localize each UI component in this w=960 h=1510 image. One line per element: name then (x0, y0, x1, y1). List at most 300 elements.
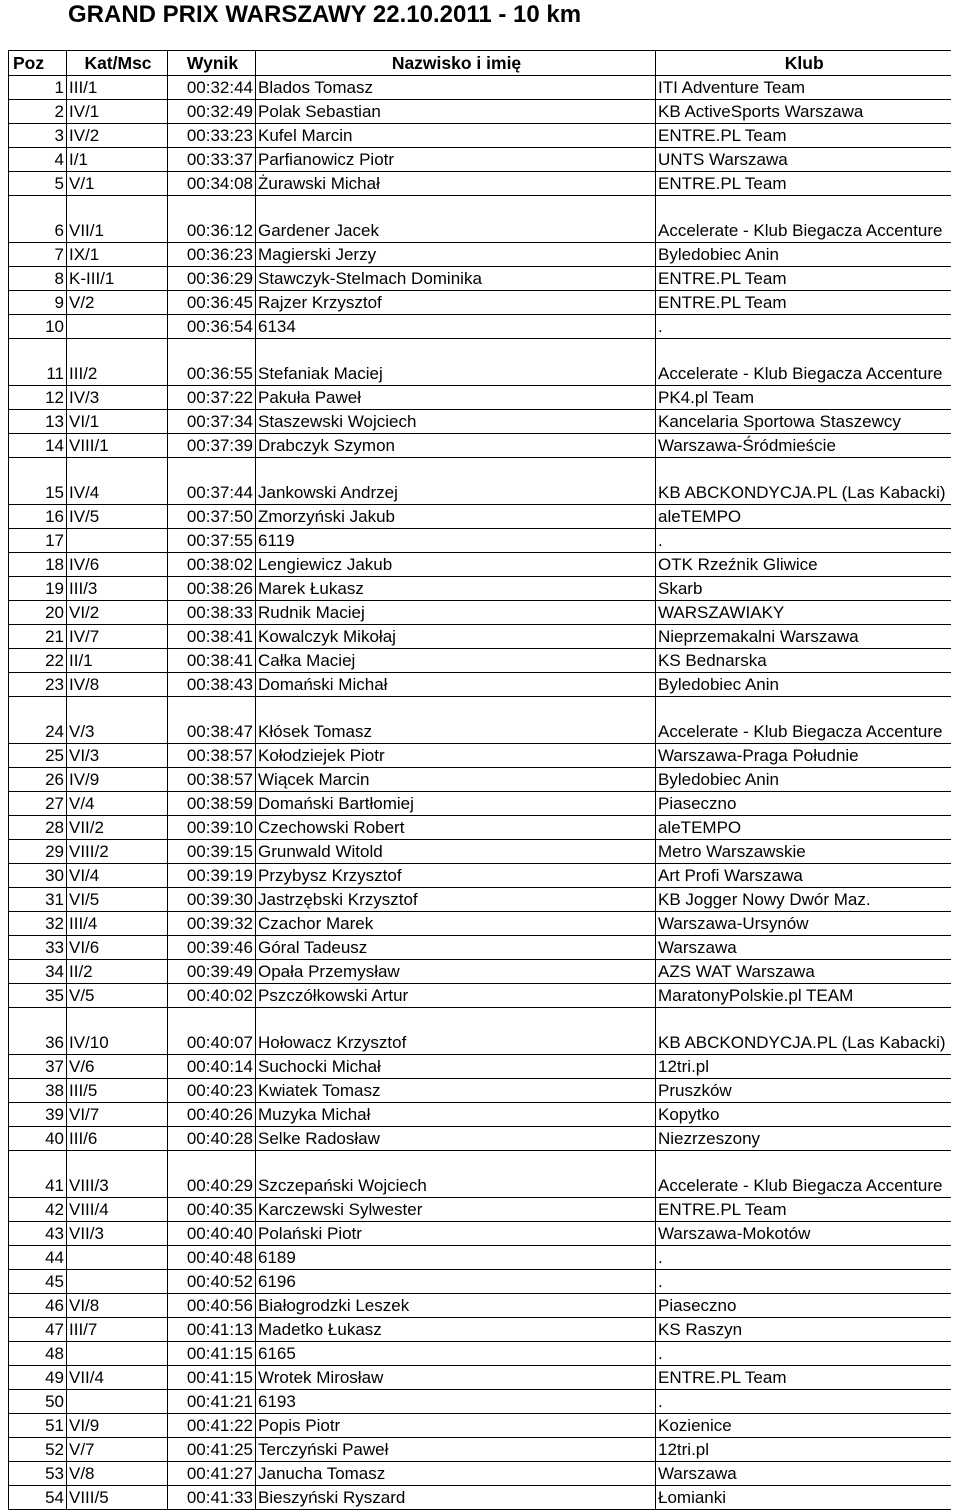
cell-kat: VIII/3 (67, 1151, 168, 1198)
cell-poz: 21 (9, 625, 67, 649)
table-row (9, 1222, 951, 1246)
cell-poz: 50 (9, 1390, 67, 1414)
cell-klub: Warszawa-Praga Południe (656, 744, 951, 768)
cell-poz: 36 (9, 1008, 67, 1055)
cell-klub: Nieprzemakalni Warszawa (656, 625, 951, 649)
cell-wynik: 00:38:33 (168, 601, 256, 625)
cell-klub: . (656, 1246, 951, 1270)
cell-klub: ENTRE.PL Team (656, 1198, 951, 1222)
cell-nazwisko: Szczepański Wojciech (256, 1151, 656, 1198)
table-row (9, 1438, 951, 1462)
cell-klub: KS Raszyn (656, 1318, 951, 1342)
cell-wynik: 00:41:15 (168, 1342, 256, 1366)
cell-wynik: 00:38:43 (168, 673, 256, 697)
cell-klub: Pruszków (656, 1079, 951, 1103)
cell-kat: IV/7 (67, 625, 168, 649)
cell-kat: VI/7 (67, 1103, 168, 1127)
table-row (9, 386, 951, 410)
cell-klub: KS Bednarska (656, 649, 951, 673)
cell-kat: IV/5 (67, 505, 168, 529)
cell-kat: IV/9 (67, 768, 168, 792)
cell-wynik: 00:36:55 (168, 339, 256, 386)
cell-wynik: 00:36:23 (168, 243, 256, 267)
cell-kat: VII/1 (67, 196, 168, 243)
table-row (9, 1462, 951, 1486)
cell-nazwisko: Całka Maciej (256, 649, 656, 673)
cell-kat: K-III/1 (67, 267, 168, 291)
table-row (9, 577, 951, 601)
table-row (9, 124, 951, 148)
cell-kat: III/7 (67, 1318, 168, 1342)
cell-poz: 16 (9, 505, 67, 529)
cell-kat: IV/3 (67, 386, 168, 410)
cell-nazwisko: 6119 (256, 529, 656, 553)
cell-klub: . (656, 315, 951, 339)
table-row (9, 410, 951, 434)
cell-klub: . (656, 1270, 951, 1294)
cell-nazwisko: Czechowski Robert (256, 816, 656, 840)
table-row (9, 529, 951, 553)
cell-klub: PK4.pl Team (656, 386, 951, 410)
cell-nazwisko: Parfianowicz Piotr (256, 148, 656, 172)
cell-poz: 45 (9, 1270, 67, 1294)
col-header-kat: Kat/Msc (67, 51, 168, 76)
cell-klub: KB ActiveSports Warszawa (656, 100, 951, 124)
table-row (9, 1318, 951, 1342)
cell-kat: VI/5 (67, 888, 168, 912)
cell-wynik: 00:40:28 (168, 1127, 256, 1151)
cell-poz: 40 (9, 1127, 67, 1151)
cell-nazwisko: 6193 (256, 1390, 656, 1414)
table-row (9, 888, 951, 912)
cell-nazwisko: Grunwald Witold (256, 840, 656, 864)
cell-nazwisko: Bieszyński Ryszard (256, 1486, 656, 1510)
cell-klub: KB ABCKONDYCJA.PL (Las Kabacki) (656, 1008, 951, 1055)
cell-nazwisko: Kwiatek Tomasz (256, 1079, 656, 1103)
cell-wynik: 00:40:14 (168, 1055, 256, 1079)
cell-klub: WARSZAWIAKY (656, 601, 951, 625)
table-row (9, 816, 951, 840)
cell-nazwisko: Opała Przemysław (256, 960, 656, 984)
cell-wynik: 00:38:47 (168, 697, 256, 744)
cell-klub: Accelerate - Klub Biegacza Accenture (656, 196, 951, 243)
cell-poz: 15 (9, 458, 67, 505)
cell-nazwisko: 6165 (256, 1342, 656, 1366)
cell-kat: II/2 (67, 960, 168, 984)
cell-wynik: 00:40:56 (168, 1294, 256, 1318)
cell-kat (67, 1246, 168, 1270)
cell-kat: VII/4 (67, 1366, 168, 1390)
cell-nazwisko: 6189 (256, 1246, 656, 1270)
cell-poz: 19 (9, 577, 67, 601)
cell-nazwisko: Jankowski Andrzej (256, 458, 656, 505)
cell-wynik: 00:38:26 (168, 577, 256, 601)
cell-poz: 27 (9, 792, 67, 816)
cell-klub: Art Profi Warszawa (656, 864, 951, 888)
cell-wynik: 00:40:07 (168, 1008, 256, 1055)
cell-kat: II/1 (67, 649, 168, 673)
cell-wynik: 00:39:10 (168, 816, 256, 840)
cell-poz: 3 (9, 124, 67, 148)
cell-wynik: 00:38:41 (168, 625, 256, 649)
cell-klub: ENTRE.PL Team (656, 291, 951, 315)
cell-kat: V/5 (67, 984, 168, 1008)
table-row (9, 243, 951, 267)
cell-klub: Piaseczno (656, 792, 951, 816)
cell-poz: 12 (9, 386, 67, 410)
cell-kat: III/5 (67, 1079, 168, 1103)
cell-poz: 7 (9, 243, 67, 267)
cell-klub: Byledobiec Anin (656, 768, 951, 792)
cell-poz: 22 (9, 649, 67, 673)
cell-klub: Łomianki (656, 1486, 951, 1510)
table-row (9, 553, 951, 577)
table-row (9, 744, 951, 768)
cell-poz: 38 (9, 1079, 67, 1103)
cell-wynik: 00:32:44 (168, 76, 256, 100)
cell-poz: 33 (9, 936, 67, 960)
cell-nazwisko: Żurawski Michał (256, 172, 656, 196)
cell-klub: aleTEMPO (656, 505, 951, 529)
cell-klub: KB ABCKONDYCJA.PL (Las Kabacki) (656, 458, 951, 505)
cell-kat (67, 529, 168, 553)
cell-poz: 23 (9, 673, 67, 697)
cell-nazwisko: Stawczyk-Stelmach Dominika (256, 267, 656, 291)
cell-klub: ITI Adventure Team (656, 76, 951, 100)
cell-nazwisko: Suchocki Michał (256, 1055, 656, 1079)
table-row (9, 792, 951, 816)
cell-poz: 51 (9, 1414, 67, 1438)
cell-klub: Warszawa-Śródmieście (656, 434, 951, 458)
cell-poz: 26 (9, 768, 67, 792)
cell-klub: Accelerate - Klub Biegacza Accenture (656, 697, 951, 744)
cell-kat: IV/10 (67, 1008, 168, 1055)
cell-nazwisko: Terczyński Paweł (256, 1438, 656, 1462)
cell-poz: 32 (9, 912, 67, 936)
cell-wynik: 00:41:27 (168, 1462, 256, 1486)
cell-klub: . (656, 1390, 951, 1414)
cell-wynik: 00:41:15 (168, 1366, 256, 1390)
cell-wynik: 00:32:49 (168, 100, 256, 124)
cell-klub: Accelerate - Klub Biegacza Accenture (656, 1151, 951, 1198)
cell-wynik: 00:40:26 (168, 1103, 256, 1127)
cell-wynik: 00:39:49 (168, 960, 256, 984)
cell-wynik: 00:36:29 (168, 267, 256, 291)
cell-nazwisko: Popis Piotr (256, 1414, 656, 1438)
cell-wynik: 00:39:19 (168, 864, 256, 888)
cell-kat: VIII/4 (67, 1198, 168, 1222)
cell-poz: 48 (9, 1342, 67, 1366)
table-row (9, 1151, 951, 1198)
table-row (9, 196, 951, 243)
cell-nazwisko: Czachor Marek (256, 912, 656, 936)
cell-nazwisko: 6134 (256, 315, 656, 339)
cell-kat (67, 1270, 168, 1294)
cell-poz: 35 (9, 984, 67, 1008)
cell-kat: III/4 (67, 912, 168, 936)
table-row (9, 505, 951, 529)
cell-wynik: 00:33:37 (168, 148, 256, 172)
table-row (9, 315, 951, 339)
cell-kat: VII/3 (67, 1222, 168, 1246)
cell-poz: 46 (9, 1294, 67, 1318)
table-row (9, 1294, 951, 1318)
cell-klub: Kozienice (656, 1414, 951, 1438)
cell-kat: V/1 (67, 172, 168, 196)
cell-klub: aleTEMPO (656, 816, 951, 840)
cell-wynik: 00:39:46 (168, 936, 256, 960)
cell-kat: IV/2 (67, 124, 168, 148)
cell-klub: Warszawa (656, 1462, 951, 1486)
cell-kat: VI/9 (67, 1414, 168, 1438)
table-row (9, 76, 951, 100)
table-row (9, 1198, 951, 1222)
cell-nazwisko: Rudnik Maciej (256, 601, 656, 625)
table-row (9, 1270, 951, 1294)
cell-kat: VIII/5 (67, 1486, 168, 1510)
cell-nazwisko: Przybysz Krzysztof (256, 864, 656, 888)
col-header-poz: Poz (9, 51, 67, 76)
cell-poz: 25 (9, 744, 67, 768)
table-row (9, 100, 951, 124)
cell-klub: Warszawa-Mokotów (656, 1222, 951, 1246)
header-row (9, 51, 951, 76)
cell-nazwisko: 6196 (256, 1270, 656, 1294)
cell-klub: 12tri.pl (656, 1438, 951, 1462)
cell-klub: Byledobiec Anin (656, 243, 951, 267)
table-row (9, 697, 951, 744)
cell-klub: OTK Rzeźnik Gliwice (656, 553, 951, 577)
cell-poz: 9 (9, 291, 67, 315)
cell-kat: IX/1 (67, 243, 168, 267)
cell-nazwisko: Pakuła Paweł (256, 386, 656, 410)
cell-nazwisko: Madetko Łukasz (256, 1318, 656, 1342)
cell-wynik: 00:39:15 (168, 840, 256, 864)
cell-nazwisko: Janucha Tomasz (256, 1462, 656, 1486)
cell-kat: V/6 (67, 1055, 168, 1079)
cell-poz: 49 (9, 1366, 67, 1390)
cell-wynik: 00:41:33 (168, 1486, 256, 1510)
cell-kat: IV/1 (67, 100, 168, 124)
cell-poz: 54 (9, 1486, 67, 1510)
cell-kat: IV/4 (67, 458, 168, 505)
table-row (9, 1103, 951, 1127)
cell-kat: VIII/2 (67, 840, 168, 864)
cell-kat: III/3 (67, 577, 168, 601)
cell-klub: Niezrzeszony (656, 1127, 951, 1151)
cell-kat (67, 1390, 168, 1414)
table-row (9, 601, 951, 625)
cell-poz: 2 (9, 100, 67, 124)
cell-wynik: 00:39:30 (168, 888, 256, 912)
cell-klub: Warszawa-Ursynów (656, 912, 951, 936)
cell-nazwisko: Pszczółkowski Artur (256, 984, 656, 1008)
cell-kat (67, 1342, 168, 1366)
table-row (9, 1008, 951, 1055)
cell-poz: 31 (9, 888, 67, 912)
cell-wynik: 00:40:23 (168, 1079, 256, 1103)
cell-wynik: 00:41:13 (168, 1318, 256, 1342)
table-row (9, 1079, 951, 1103)
cell-poz: 11 (9, 339, 67, 386)
cell-poz: 39 (9, 1103, 67, 1127)
cell-nazwisko: Drabczyk Szymon (256, 434, 656, 458)
cell-klub: Accelerate - Klub Biegacza Accenture (656, 339, 951, 386)
cell-klub: . (656, 1342, 951, 1366)
cell-kat: IV/8 (67, 673, 168, 697)
cell-nazwisko: Góral Tadeusz (256, 936, 656, 960)
table-row (9, 458, 951, 505)
cell-poz: 4 (9, 148, 67, 172)
cell-klub: . (656, 529, 951, 553)
cell-nazwisko: Kłósek Tomasz (256, 697, 656, 744)
cell-wynik: 00:40:29 (168, 1151, 256, 1198)
cell-kat: I/1 (67, 148, 168, 172)
cell-wynik: 00:41:25 (168, 1438, 256, 1462)
cell-klub: Kancelaria Sportowa Staszewcy (656, 410, 951, 434)
cell-nazwisko: Hołowacz Krzysztof (256, 1008, 656, 1055)
results-table (8, 50, 951, 1510)
cell-wynik: 00:34:08 (168, 172, 256, 196)
cell-nazwisko: Kowalczyk Mikołaj (256, 625, 656, 649)
cell-kat: III/2 (67, 339, 168, 386)
cell-kat: IV/6 (67, 553, 168, 577)
cell-poz: 42 (9, 1198, 67, 1222)
cell-kat: V/2 (67, 291, 168, 315)
cell-kat: VI/1 (67, 410, 168, 434)
cell-nazwisko: Stefaniak Maciej (256, 339, 656, 386)
cell-nazwisko: Wrotek Mirosław (256, 1366, 656, 1390)
cell-poz: 34 (9, 960, 67, 984)
table-row (9, 864, 951, 888)
cell-poz: 29 (9, 840, 67, 864)
table-row (9, 960, 951, 984)
table-row (9, 267, 951, 291)
cell-wynik: 00:40:52 (168, 1270, 256, 1294)
table-row (9, 936, 951, 960)
cell-wynik: 00:37:44 (168, 458, 256, 505)
table-row (9, 1414, 951, 1438)
cell-wynik: 00:41:21 (168, 1390, 256, 1414)
cell-poz: 18 (9, 553, 67, 577)
cell-klub: Warszawa (656, 936, 951, 960)
table-row (9, 625, 951, 649)
cell-wynik: 00:37:55 (168, 529, 256, 553)
table-row (9, 1127, 951, 1151)
cell-klub: KB Jogger Nowy Dwór Maz. (656, 888, 951, 912)
cell-nazwisko: Wiącek Marcin (256, 768, 656, 792)
cell-poz: 20 (9, 601, 67, 625)
cell-klub: UNTS Warszawa (656, 148, 951, 172)
cell-klub: ENTRE.PL Team (656, 267, 951, 291)
cell-kat: VI/2 (67, 601, 168, 625)
table-row (9, 1390, 951, 1414)
cell-nazwisko: Domański Bartłomiej (256, 792, 656, 816)
col-header-wynik: Wynik (168, 51, 256, 76)
cell-poz: 10 (9, 315, 67, 339)
cell-wynik: 00:38:02 (168, 553, 256, 577)
cell-klub: AZS WAT Warszawa (656, 960, 951, 984)
cell-wynik: 00:38:57 (168, 768, 256, 792)
cell-nazwisko: Karczewski Sylwester (256, 1198, 656, 1222)
cell-poz: 37 (9, 1055, 67, 1079)
cell-poz: 1 (9, 76, 67, 100)
cell-wynik: 00:38:57 (168, 744, 256, 768)
table-row (9, 291, 951, 315)
cell-poz: 44 (9, 1246, 67, 1270)
cell-kat: III/6 (67, 1127, 168, 1151)
cell-kat: VIII/1 (67, 434, 168, 458)
cell-poz: 24 (9, 697, 67, 744)
page-title: GRAND PRIX WARSZAWY 22.10.2011 - 10 km (68, 1, 582, 28)
table-row (9, 768, 951, 792)
table-row (9, 649, 951, 673)
cell-klub: ENTRE.PL Team (656, 172, 951, 196)
cell-wynik: 00:37:34 (168, 410, 256, 434)
cell-wynik: 00:41:22 (168, 1414, 256, 1438)
cell-wynik: 00:38:41 (168, 649, 256, 673)
cell-poz: 53 (9, 1462, 67, 1486)
cell-wynik: 00:36:45 (168, 291, 256, 315)
cell-wynik: 00:38:59 (168, 792, 256, 816)
cell-nazwisko: Polak Sebastian (256, 100, 656, 124)
cell-kat: III/1 (67, 76, 168, 100)
cell-wynik: 00:40:48 (168, 1246, 256, 1270)
table-row (9, 434, 951, 458)
cell-nazwisko: Marek Łukasz (256, 577, 656, 601)
table-row (9, 1342, 951, 1366)
cell-kat: VI/3 (67, 744, 168, 768)
cell-kat: VII/2 (67, 816, 168, 840)
table-row (9, 1055, 951, 1079)
table-row (9, 148, 951, 172)
cell-poz: 14 (9, 434, 67, 458)
cell-nazwisko: Zmorzyński Jakub (256, 505, 656, 529)
cell-wynik: 00:36:54 (168, 315, 256, 339)
cell-kat: V/8 (67, 1462, 168, 1486)
table-row (9, 339, 951, 386)
cell-wynik: 00:37:39 (168, 434, 256, 458)
cell-kat: V/3 (67, 697, 168, 744)
cell-kat (67, 315, 168, 339)
cell-wynik: 00:36:12 (168, 196, 256, 243)
cell-nazwisko: Staszewski Wojciech (256, 410, 656, 434)
col-header-nazwisko: Nazwisko i imię (256, 51, 656, 76)
table-row (9, 1486, 951, 1510)
cell-poz: 30 (9, 864, 67, 888)
cell-poz: 13 (9, 410, 67, 434)
cell-poz: 47 (9, 1318, 67, 1342)
cell-wynik: 00:37:50 (168, 505, 256, 529)
cell-poz: 41 (9, 1151, 67, 1198)
table-row (9, 673, 951, 697)
cell-klub: Byledobiec Anin (656, 673, 951, 697)
cell-kat: VI/8 (67, 1294, 168, 1318)
cell-nazwisko: Domański Michał (256, 673, 656, 697)
cell-poz: 17 (9, 529, 67, 553)
cell-nazwisko: Polański Piotr (256, 1222, 656, 1246)
table-row (9, 984, 951, 1008)
cell-nazwisko: Rajzer Krzysztof (256, 291, 656, 315)
cell-nazwisko: Kufel Marcin (256, 124, 656, 148)
cell-wynik: 00:40:40 (168, 1222, 256, 1246)
cell-klub: ENTRE.PL Team (656, 1366, 951, 1390)
cell-wynik: 00:40:02 (168, 984, 256, 1008)
table-row (9, 1366, 951, 1390)
cell-nazwisko: Selke Radosław (256, 1127, 656, 1151)
cell-poz: 52 (9, 1438, 67, 1462)
cell-nazwisko: Białogrodzki Leszek (256, 1294, 656, 1318)
